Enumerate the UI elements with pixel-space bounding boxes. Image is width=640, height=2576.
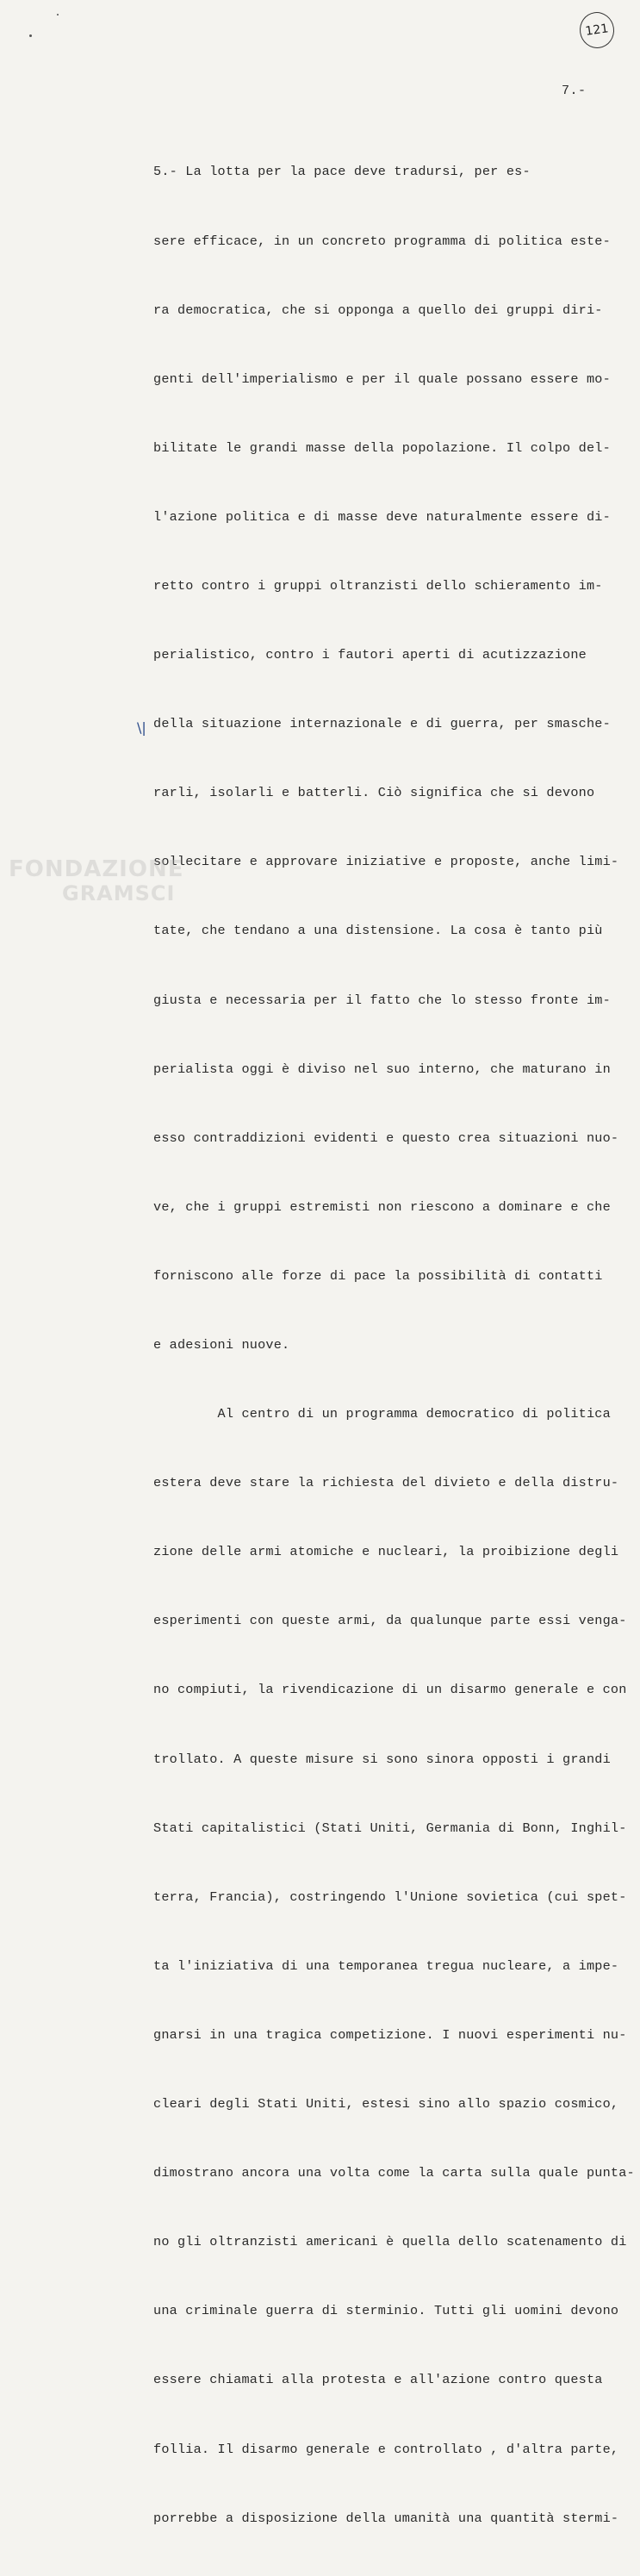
text-line: una criminale guerra di sterminio. Tutti gli uomini devono <box>153 2303 619 2319</box>
text-line: porrebbe a disposizione della umanità una quantità stermi- <box>153 2510 619 2526</box>
text-line: perialista oggi è diviso nel suo interno, che maturano in <box>153 1061 611 1077</box>
page-number: 7.- <box>562 84 587 98</box>
archive-watermark <box>9 857 183 905</box>
text-line: genti dell'imperialismo e per il quale possano essere mo- <box>153 370 611 387</box>
margin-annotation: \| <box>137 719 146 736</box>
text-line: cleari degli Stati Uniti, estesi sino allo spazio cosmico, <box>153 2096 619 2112</box>
text-line: forniscono alle forze di pace la possibilità di contatti <box>153 1267 603 1284</box>
text-line: ta l'iniziativa di una temporanea tregua nucleare, a impe- <box>153 1957 619 1974</box>
text-line: esperimenti con queste armi, da qualunque parte essi venga- <box>153 1613 627 1629</box>
text-line: della situazione internazionale e di guerra, per smasche- <box>153 716 611 732</box>
text-line: no compiuti, la rivendicazione di un disarmo generale e con <box>153 1682 627 1698</box>
text-line: follia. Il disarmo generale e controllato , d'altra parte, <box>153 2441 619 2457</box>
text-line: sollecitare e approvare iniziative e proposte, anche limi- <box>153 854 619 870</box>
text-line: e adesioni nuove. <box>153 1337 290 1353</box>
text-line: dimostrano ancora una volta come la carta sulla quale punta- <box>153 2165 635 2181</box>
text-line: terra, Francia), costringendo l'Unione sovietica (cui spet- <box>153 1888 627 1905</box>
body-text <box>153 115 635 2576</box>
text-line: ra democratica, che si opponga a quello dei gruppi diri- <box>153 302 603 318</box>
ink-dot <box>29 34 32 37</box>
text-line: Stati capitalistici (Stati Uniti, Germania di Bonn, Inghil- <box>153 1820 627 1836</box>
text-line: giusta e necessaria per il fatto che lo stesso fronte im- <box>153 992 611 1008</box>
text-line: ve, che i gruppi estremisti non riescono a dominare e che <box>153 1198 611 1215</box>
text-line: estera deve stare la richiesta del divieto e della distru- <box>153 1475 619 1491</box>
text-line: essere chiamati alla protesta e all'azione contro questa <box>153 2372 603 2388</box>
text-line: perialistico, contro i fautori aperti di acutizzazione <box>153 647 587 663</box>
text-line: no gli oltranzisti americani è quella dello scatenamento di <box>153 2234 627 2250</box>
text-line: l'azione politica e di masse deve naturalmente essere di- <box>153 508 611 525</box>
archive-number-stamp: 121 <box>577 9 616 50</box>
text-line: zione delle armi atomiche e nucleari, la proibizione degli <box>153 1544 619 1560</box>
watermark-line-1: FONDAZIONE <box>9 856 184 882</box>
watermark-line-2: GRAMSCI <box>62 881 176 905</box>
text-line: sere efficace, in un concreto programma di politica este- <box>153 233 611 249</box>
text-line: gnarsi in una tragica competizione. I nuovi esperimenti nu- <box>153 2026 627 2043</box>
text-line: Al centro di un programma democratico di politica <box>153 1406 611 1422</box>
text-line: esso contraddizioni evidenti e questo crea situazioni nuo- <box>153 1129 619 1146</box>
text-line: rarli, isolarli e batterli. Ciò significa che si devono <box>153 785 595 801</box>
text-line: 5.- La lotta per la pace deve tradursi, per es- <box>153 164 531 180</box>
ink-speck <box>57 14 59 16</box>
text-line: trollato. A queste misure si sono sinora opposti i grandi <box>153 1751 611 1767</box>
text-line: tate, che tendano a una distensione. La cosa è tanto più <box>153 923 603 939</box>
text-line: bilitate le grandi masse della popolazione. Il colpo del- <box>153 439 611 456</box>
text-line: retto contro i gruppi oltranzisti dello schieramento im- <box>153 577 603 594</box>
